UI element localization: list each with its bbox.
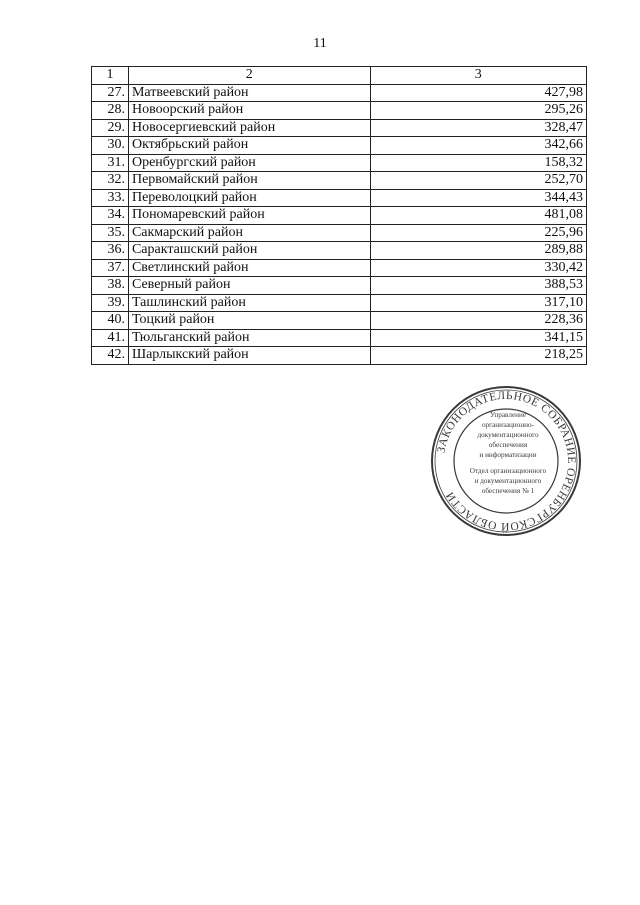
- district-name: Шарлыкский район: [128, 347, 370, 365]
- row-number: 29.: [92, 119, 129, 137]
- district-name: Сакмарский район: [128, 224, 370, 242]
- row-number: 38.: [92, 277, 129, 295]
- row-number: 36.: [92, 242, 129, 260]
- row-number: 30.: [92, 137, 129, 155]
- district-name: Северный район: [128, 277, 370, 295]
- district-value: 289,88: [370, 242, 586, 260]
- district-name: Новоорский район: [128, 102, 370, 120]
- table-row: [92, 189, 587, 207]
- page-number: 11: [313, 36, 327, 51]
- district-name: Октябрьский район: [128, 137, 370, 155]
- district-value: 342,66: [370, 137, 586, 155]
- district-value: 388,53: [370, 277, 586, 295]
- table-row: [92, 119, 587, 137]
- row-number: 35.: [92, 224, 129, 242]
- district-name: Светлинский район: [128, 259, 370, 277]
- stamp-inner-line: Управление: [489, 411, 527, 419]
- district-value: 225,96: [370, 224, 586, 242]
- district-value: 317,10: [370, 294, 586, 312]
- table-header-row: [92, 67, 587, 85]
- table-row: [92, 312, 587, 330]
- district-value: 344,43: [370, 189, 586, 207]
- row-number: 28.: [92, 102, 129, 120]
- district-value: 228,36: [370, 312, 586, 330]
- row-number: 32.: [92, 172, 129, 190]
- column-header-number: 1: [92, 67, 129, 85]
- stamp-inner-line: и информатизации: [479, 451, 537, 459]
- row-number: 33.: [92, 189, 129, 207]
- district-table: [91, 66, 587, 365]
- stamp-inner-line: документационного: [477, 431, 539, 439]
- district-value: 218,25: [370, 347, 586, 365]
- table-row: [92, 347, 587, 365]
- district-name: Саракташский район: [128, 242, 370, 260]
- table-row: [92, 137, 587, 155]
- table-row: [92, 277, 587, 295]
- district-name: Пономаревский район: [128, 207, 370, 225]
- district-value: 328,47: [370, 119, 586, 137]
- table-row: [92, 224, 587, 242]
- table-row: [92, 259, 587, 277]
- row-number: 31.: [92, 154, 129, 172]
- stamp-inner-line: и документационного: [474, 477, 542, 485]
- table-body: [92, 84, 587, 364]
- stamp-ring-text: ЗАКОНОДАТЕЛЬНОЕ СОБРАНИЕ ОРЕНБУРГСКОЙ ОБЛАСТИ: [435, 389, 578, 533]
- district-name: Первомайский район: [128, 172, 370, 190]
- district-value: 158,32: [370, 154, 586, 172]
- column-header-name: 2: [128, 67, 370, 85]
- district-value: 330,42: [370, 259, 586, 277]
- row-number: 27.: [92, 84, 129, 102]
- district-name: Матвеевский район: [128, 84, 370, 102]
- row-number: 40.: [92, 312, 129, 330]
- row-number: 37.: [92, 259, 129, 277]
- district-name: Тюльганский район: [128, 329, 370, 347]
- table-row: [92, 84, 587, 102]
- district-value: 481,08: [370, 207, 586, 225]
- district-name: Ташлинский район: [128, 294, 370, 312]
- district-value: 252,70: [370, 172, 586, 190]
- stamp-inner-line: организационно-: [481, 421, 535, 429]
- district-name: Переволоцкий район: [128, 189, 370, 207]
- district-name: Новосергиевский район: [128, 119, 370, 137]
- table-row: [92, 329, 587, 347]
- stamp-inner-line: обеспечения: [488, 441, 528, 449]
- district-value: 427,98: [370, 84, 586, 102]
- column-header-value: 3: [370, 67, 586, 85]
- table-row: [92, 294, 587, 312]
- row-number: 41.: [92, 329, 129, 347]
- table-row: [92, 242, 587, 260]
- table-row: [92, 154, 587, 172]
- stamp-seal: [430, 385, 582, 537]
- table-row: [92, 207, 587, 225]
- official-stamp: [430, 385, 582, 537]
- district-name: Тоцкий район: [128, 312, 370, 330]
- stamp-inner-line: обеспечения № 1: [481, 487, 535, 495]
- stamp-inner-line: Отдел организационного: [469, 467, 547, 475]
- district-value: 295,26: [370, 102, 586, 120]
- district-value: 341,15: [370, 329, 586, 347]
- row-number: 39.: [92, 294, 129, 312]
- row-number: 42.: [92, 347, 129, 365]
- row-number: 34.: [92, 207, 129, 225]
- table-row: [92, 172, 587, 190]
- district-name: Оренбургский район: [128, 154, 370, 172]
- table-row: [92, 102, 587, 120]
